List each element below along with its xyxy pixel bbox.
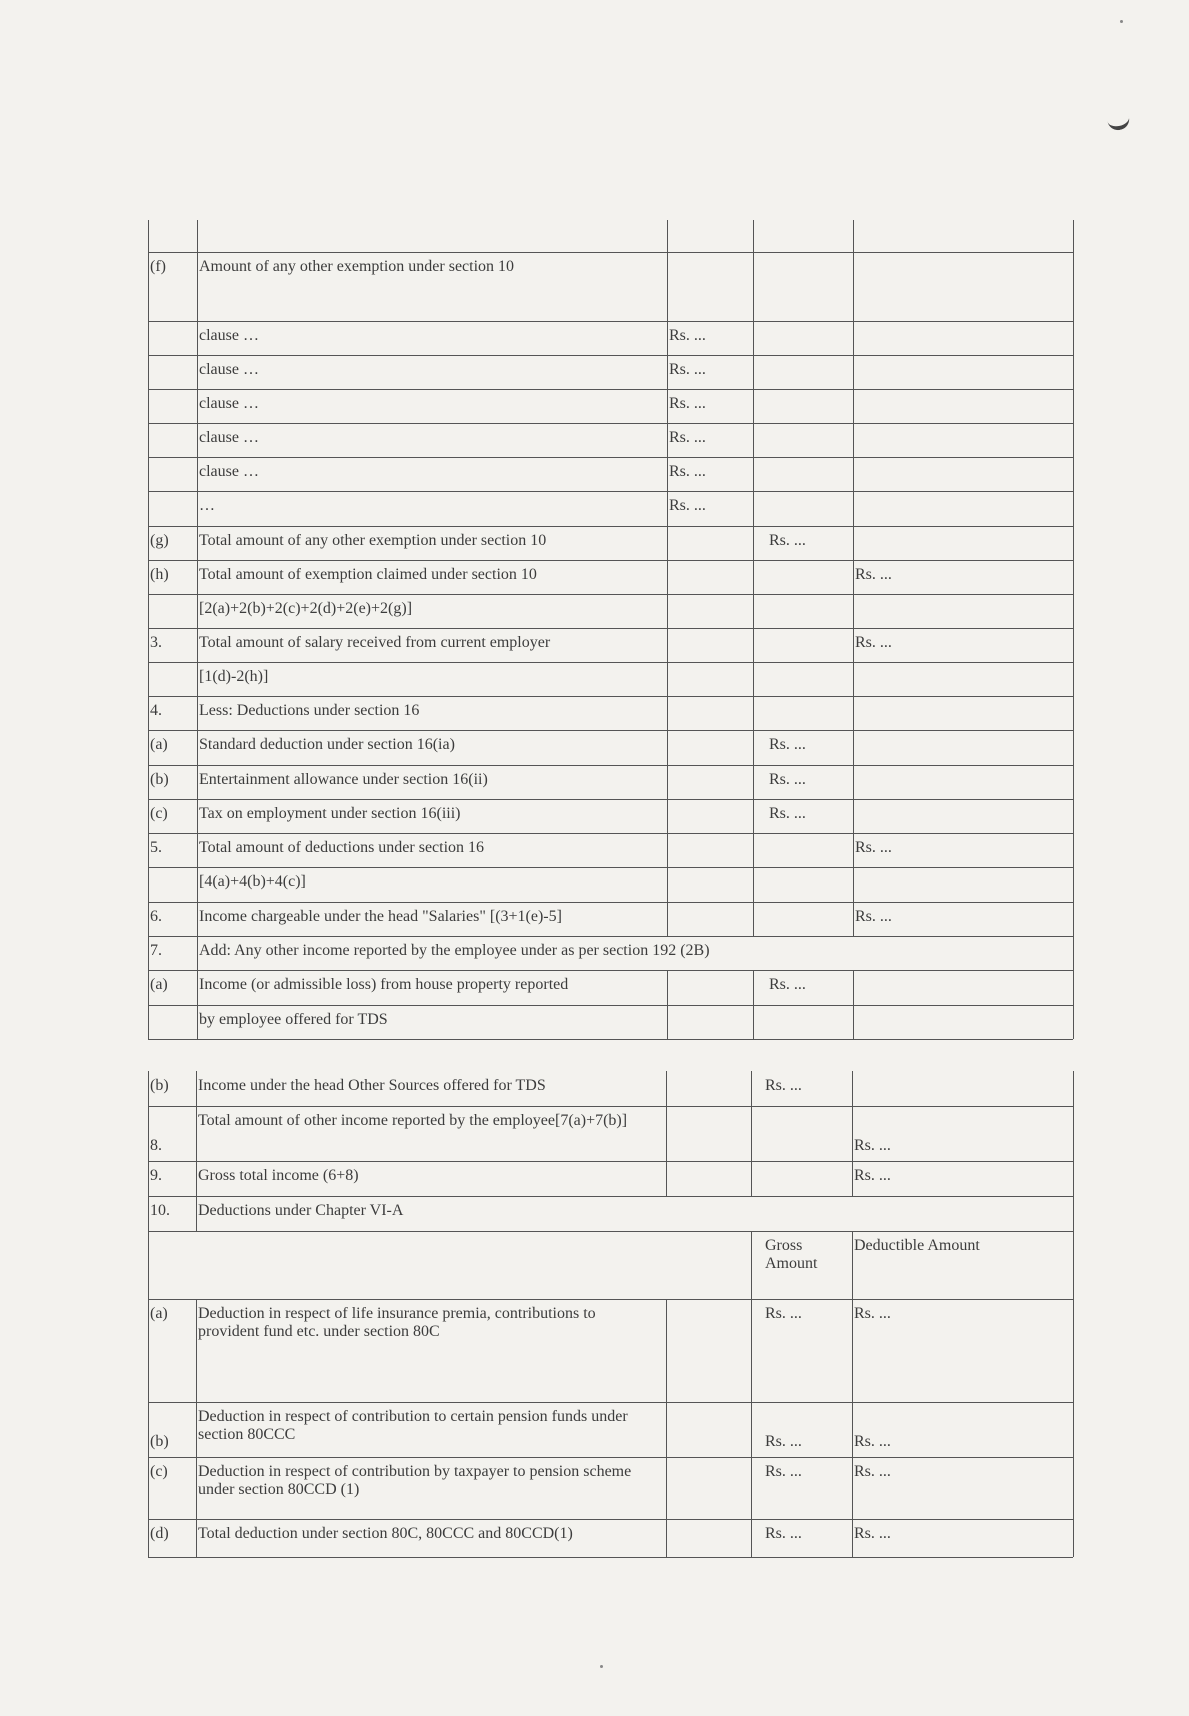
amount-col2: Rs. ... xyxy=(765,1305,802,1322)
amount-col1: Rs. ... xyxy=(669,463,706,480)
row-divider xyxy=(148,1402,1073,1403)
row-divider xyxy=(148,1106,1073,1107)
amount-col1: Rs. ... xyxy=(669,327,706,344)
amount-col3: Rs. ... xyxy=(855,839,892,856)
row-description: Income (or admissible loss) from house property reported xyxy=(199,976,569,993)
row-divider xyxy=(148,902,1073,903)
row-divider xyxy=(148,355,1073,356)
column-header-deductible: Deductible Amount xyxy=(854,1237,980,1254)
row-description: Income chargeable under the head "Salaries" [(3+1(e)-5] xyxy=(199,908,562,925)
row-description: Deduction in respect of contribution by taxpayer to pension scheme under section 80CCD (1) xyxy=(198,1463,632,1498)
row-description: [1(d)-2(h)] xyxy=(199,668,269,685)
stamp-mark xyxy=(1107,114,1131,132)
amount-col3: Rs. ... xyxy=(854,1463,891,1480)
column-divider xyxy=(852,1299,853,1557)
row-number: (g) xyxy=(150,532,169,549)
row-number: (a) xyxy=(150,736,168,753)
row-divider xyxy=(148,252,1073,253)
speck xyxy=(600,1665,603,1668)
row-number: 8. xyxy=(150,1137,162,1154)
row-description: Total amount of any other exemption under section 10 xyxy=(199,532,547,549)
column-header-gross: Gross Amount xyxy=(765,1237,818,1272)
amount-col2: Rs. ... xyxy=(765,1077,802,1094)
amount-col1: Rs. ... xyxy=(669,429,706,446)
amount-col3: Rs. ... xyxy=(855,566,892,583)
row-divider xyxy=(148,423,1073,424)
column-divider xyxy=(751,1299,752,1557)
row-description: Income under the head Other Sources offered for TDS xyxy=(198,1077,546,1094)
column-divider xyxy=(751,1231,752,1299)
column-divider xyxy=(853,970,854,1039)
row-divider xyxy=(148,970,1073,971)
row-divider xyxy=(148,457,1073,458)
row-divider xyxy=(148,1519,1073,1520)
amount-col2: Rs. ... xyxy=(769,771,806,788)
row-number: (c) xyxy=(150,1463,168,1480)
row-number: (b) xyxy=(150,1433,169,1450)
column-divider xyxy=(196,1071,197,1231)
column-divider xyxy=(666,1071,667,1196)
row-description: Total amount of deductions under section 16 xyxy=(199,839,485,856)
row-description: Tax on employment under section 16(iii) xyxy=(199,805,461,822)
amount-col1: Rs. ... xyxy=(669,361,706,378)
column-divider xyxy=(148,1071,149,1557)
row-description: clause … xyxy=(199,463,259,480)
row-description: Deductions under Chapter VI-A xyxy=(198,1202,404,1219)
amount-col2: Rs. ... xyxy=(765,1433,802,1450)
row-divider xyxy=(148,1299,1073,1300)
amount-col2: Rs. ... xyxy=(769,805,806,822)
amount-col3: Rs. ... xyxy=(855,634,892,651)
row-divider xyxy=(148,594,1073,595)
row-divider xyxy=(148,1231,1073,1232)
row-divider xyxy=(148,765,1073,766)
row-divider xyxy=(148,662,1073,663)
row-description: Deduction in respect of contribution to certain pension funds under section 80CCC xyxy=(198,1408,628,1443)
row-description: clause … xyxy=(199,361,259,378)
row-description: … xyxy=(199,497,215,514)
column-divider xyxy=(197,220,198,1039)
amount-col3: Rs. ... xyxy=(854,1525,891,1542)
row-number: (b) xyxy=(150,771,169,788)
row-description: Total deduction under section 80C, 80CCC and 80CCD(1) xyxy=(198,1525,573,1542)
column-divider xyxy=(852,1071,853,1196)
column-divider xyxy=(196,1299,197,1557)
row-divider xyxy=(148,799,1073,800)
row-description: Entertainment allowance under section 16(ii) xyxy=(199,771,488,788)
column-divider xyxy=(1073,220,1074,1039)
amount-col3: Rs. ... xyxy=(854,1137,891,1154)
row-number: (c) xyxy=(150,805,168,822)
amount-col3: Rs. ... xyxy=(855,908,892,925)
row-number: (d) xyxy=(150,1525,169,1542)
row-description: [2(a)+2(b)+2(c)+2(d)+2(e)+2(g)] xyxy=(199,600,413,617)
row-number: 7. xyxy=(150,942,162,959)
row-divider xyxy=(148,526,1073,527)
row-number: 4. xyxy=(150,702,162,719)
row-divider xyxy=(148,833,1073,834)
row-divider xyxy=(148,321,1073,322)
row-description: Standard deduction under section 16(ia) xyxy=(199,736,455,753)
amount-col2: Rs. ... xyxy=(769,736,806,753)
row-description: Total amount of exemption claimed under section 10 xyxy=(199,566,537,583)
amount-col1: Rs. ... xyxy=(669,497,706,514)
row-number: 3. xyxy=(150,634,162,651)
column-divider xyxy=(1073,1071,1074,1557)
column-divider xyxy=(751,1071,752,1196)
row-number: 10. xyxy=(150,1202,170,1219)
row-divider xyxy=(148,730,1073,731)
row-description: Amount of any other exemption under section 10 xyxy=(199,258,515,275)
row-divider xyxy=(148,560,1073,561)
amount-col1: Rs. ... xyxy=(669,395,706,412)
column-divider xyxy=(666,1299,667,1557)
row-divider xyxy=(148,867,1073,868)
row-number: (b) xyxy=(150,1077,169,1094)
amount-col3: Rs. ... xyxy=(854,1305,891,1322)
row-number: 5. xyxy=(150,839,162,856)
row-divider xyxy=(148,696,1073,697)
column-divider xyxy=(753,970,754,1039)
row-description: Deduction in respect of life insurance premia, contributions to provident fund etc. under section 80C xyxy=(198,1305,596,1340)
row-divider xyxy=(148,628,1073,629)
row-description: by employee offered for TDS xyxy=(199,1011,388,1028)
speck xyxy=(1120,20,1123,23)
row-number: 6. xyxy=(150,908,162,925)
row-divider xyxy=(148,491,1073,492)
row-divider xyxy=(148,1005,1073,1006)
row-divider xyxy=(148,1039,1073,1040)
row-description: clause … xyxy=(199,327,259,344)
row-description: [4(a)+4(b)+4(c)] xyxy=(199,873,306,890)
row-number: 9. xyxy=(150,1167,162,1184)
column-divider xyxy=(148,220,149,1039)
row-description: clause … xyxy=(199,429,259,446)
row-number: (f) xyxy=(150,258,166,275)
row-divider xyxy=(148,936,1073,937)
row-description: Total amount of other income reported by the employee[7(a)+7(b)] xyxy=(198,1112,628,1129)
row-divider xyxy=(148,1557,1073,1558)
amount-col2: Rs. ... xyxy=(769,976,806,993)
row-divider xyxy=(148,1161,1073,1162)
amount-col2: Rs. ... xyxy=(765,1463,802,1480)
column-divider xyxy=(667,970,668,1039)
amount-col3: Rs. ... xyxy=(854,1433,891,1450)
row-number: (a) xyxy=(150,1305,168,1322)
amount-col3: Rs. ... xyxy=(854,1167,891,1184)
row-divider xyxy=(148,1196,1073,1197)
column-divider xyxy=(853,220,854,936)
amount-col2: Rs. ... xyxy=(765,1525,802,1542)
row-number: (h) xyxy=(150,566,169,583)
column-divider xyxy=(667,220,668,936)
amount-col2: Rs. ... xyxy=(769,532,806,549)
row-divider xyxy=(148,389,1073,390)
row-description: clause … xyxy=(199,395,259,412)
row-description: Less: Deductions under section 16 xyxy=(199,702,420,719)
row-divider xyxy=(148,1457,1073,1458)
row-description: Gross total income (6+8) xyxy=(198,1167,359,1184)
row-description: Total amount of salary received from current employer xyxy=(199,634,551,651)
column-divider xyxy=(852,1231,853,1299)
column-divider xyxy=(753,220,754,936)
row-number: (a) xyxy=(150,976,168,993)
row-description: Add: Any other income reported by the employee under as per section 192 (2B) xyxy=(199,942,710,959)
